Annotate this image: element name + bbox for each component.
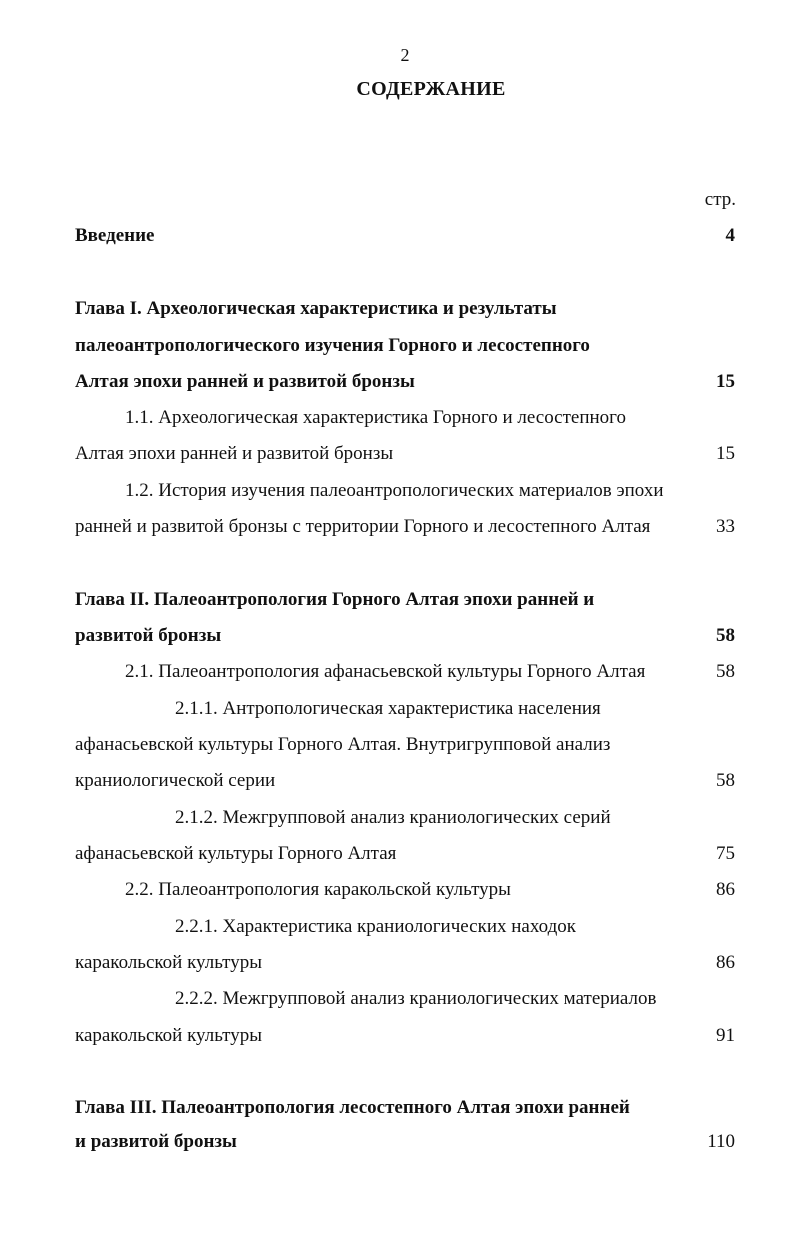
toc-page-number: 58 <box>716 770 735 791</box>
toc-entry-text: каракольской культуры <box>75 1025 262 1046</box>
toc-chapter-3-line <box>0 1127 793 1157</box>
toc-page-number: 4 <box>725 225 735 246</box>
toc-section-1-1-line <box>0 439 793 469</box>
toc-entry-text: Глава I. Археологическая характеристика и результаты <box>75 298 557 319</box>
toc-section-2-1-1-line <box>0 730 793 760</box>
toc-chapter-1-line <box>0 367 793 397</box>
toc-entry-text: Глава II. Палеоантропология Горного Алтая эпохи ранней и <box>75 589 595 610</box>
toc-entry-text: 2.1.1. Антропологическая характеристика населения <box>175 698 601 719</box>
toc-section-2-2-line <box>0 875 793 905</box>
toc-entry-text: афанасьевской культуры Горного Алтая. Внутригрупповой анализ <box>75 734 611 755</box>
toc-entry-text: Алтая эпохи ранней и развитой бронзы <box>75 443 394 464</box>
toc-entry-text: Алтая эпохи ранней и развитой бронзы <box>75 371 415 392</box>
toc-section-1-2-line <box>0 476 793 506</box>
toc-section-2-1-1-line <box>0 694 793 724</box>
toc-section-2-2-1-line <box>0 912 793 942</box>
toc-entry-text: 2.1. Палеоантропология афанасьевской культуры Горного Алтая <box>125 661 646 682</box>
toc-section-2-2-2-line <box>0 1021 793 1051</box>
toc-chapter-1-line <box>0 331 793 361</box>
toc-entry-text: афанасьевской культуры Горного Алтая <box>75 843 397 864</box>
toc-page-number: 58 <box>716 625 735 646</box>
toc-chapter-3-line <box>0 1093 793 1123</box>
toc-section-2-1-2-line <box>0 803 793 833</box>
toc-page-number: 91 <box>716 1025 735 1046</box>
toc-page-number: 75 <box>716 843 735 864</box>
toc-entry-text: Введение <box>75 225 155 246</box>
toc-section-1-2-line <box>0 512 793 542</box>
toc-section-2-1-2-line <box>0 839 793 869</box>
toc-entry-text: Глава III. Палеоантропология лесостепного Алтая эпохи ранней <box>75 1097 630 1118</box>
toc-page-number: 15 <box>716 371 735 392</box>
toc-section-2-2-1-line <box>0 948 793 978</box>
page-column-header: стр. <box>704 189 736 210</box>
toc-entry-text: 1.1. Археологическая характеристика Горного и лесостепного <box>125 407 627 428</box>
toc-entry-text: 1.2. История изучения палеоантропологических материалов эпохи <box>125 480 664 501</box>
toc-entry-text: краниологической серии <box>75 770 276 791</box>
toc-page-number: 110 <box>707 1131 735 1152</box>
toc-entry-text: развитой бронзы <box>75 625 222 646</box>
toc-entry-introduction <box>0 221 793 251</box>
toc-page-number: 15 <box>716 443 735 464</box>
toc-section-2-1-1-line <box>0 766 793 796</box>
toc-entry-text: 2.2. Палеоантропология каракольской культуры <box>125 879 511 900</box>
toc-chapter-2-line <box>0 621 793 651</box>
toc-page-number: 33 <box>716 516 735 537</box>
toc-entry-text: 2.2.1. Характеристика краниологических находок <box>175 916 576 937</box>
page-title: СОДЕРЖАНИЕ <box>356 78 506 100</box>
toc-entry-text: 2.1.2. Межгрупповой анализ краниологических серий <box>175 807 611 828</box>
toc-section-2-1-line <box>0 657 793 687</box>
toc-section-2-2-2-line <box>0 984 793 1014</box>
toc-chapter-2-line <box>0 585 793 615</box>
page-number: 2 <box>400 45 410 65</box>
toc-entry-text: палеоантропологического изучения Горного и лесостепного <box>75 335 590 356</box>
toc-page-number: 86 <box>716 879 735 900</box>
toc-page-number: 86 <box>716 952 735 973</box>
toc-chapter-1-line <box>0 294 793 324</box>
page-column-header-row <box>0 185 793 215</box>
toc-entry-text: каракольской культуры <box>75 952 262 973</box>
toc-entry-text: и развитой бронзы <box>75 1131 237 1152</box>
toc-section-1-1-line <box>0 403 793 433</box>
toc-page-number: 58 <box>716 661 735 682</box>
toc-entry-text: 2.2.2. Межгрупповой анализ краниологических материалов <box>175 988 657 1009</box>
toc-entry-text: ранней и развитой бронзы с территории Горного и лесостепного Алтая <box>75 516 651 537</box>
